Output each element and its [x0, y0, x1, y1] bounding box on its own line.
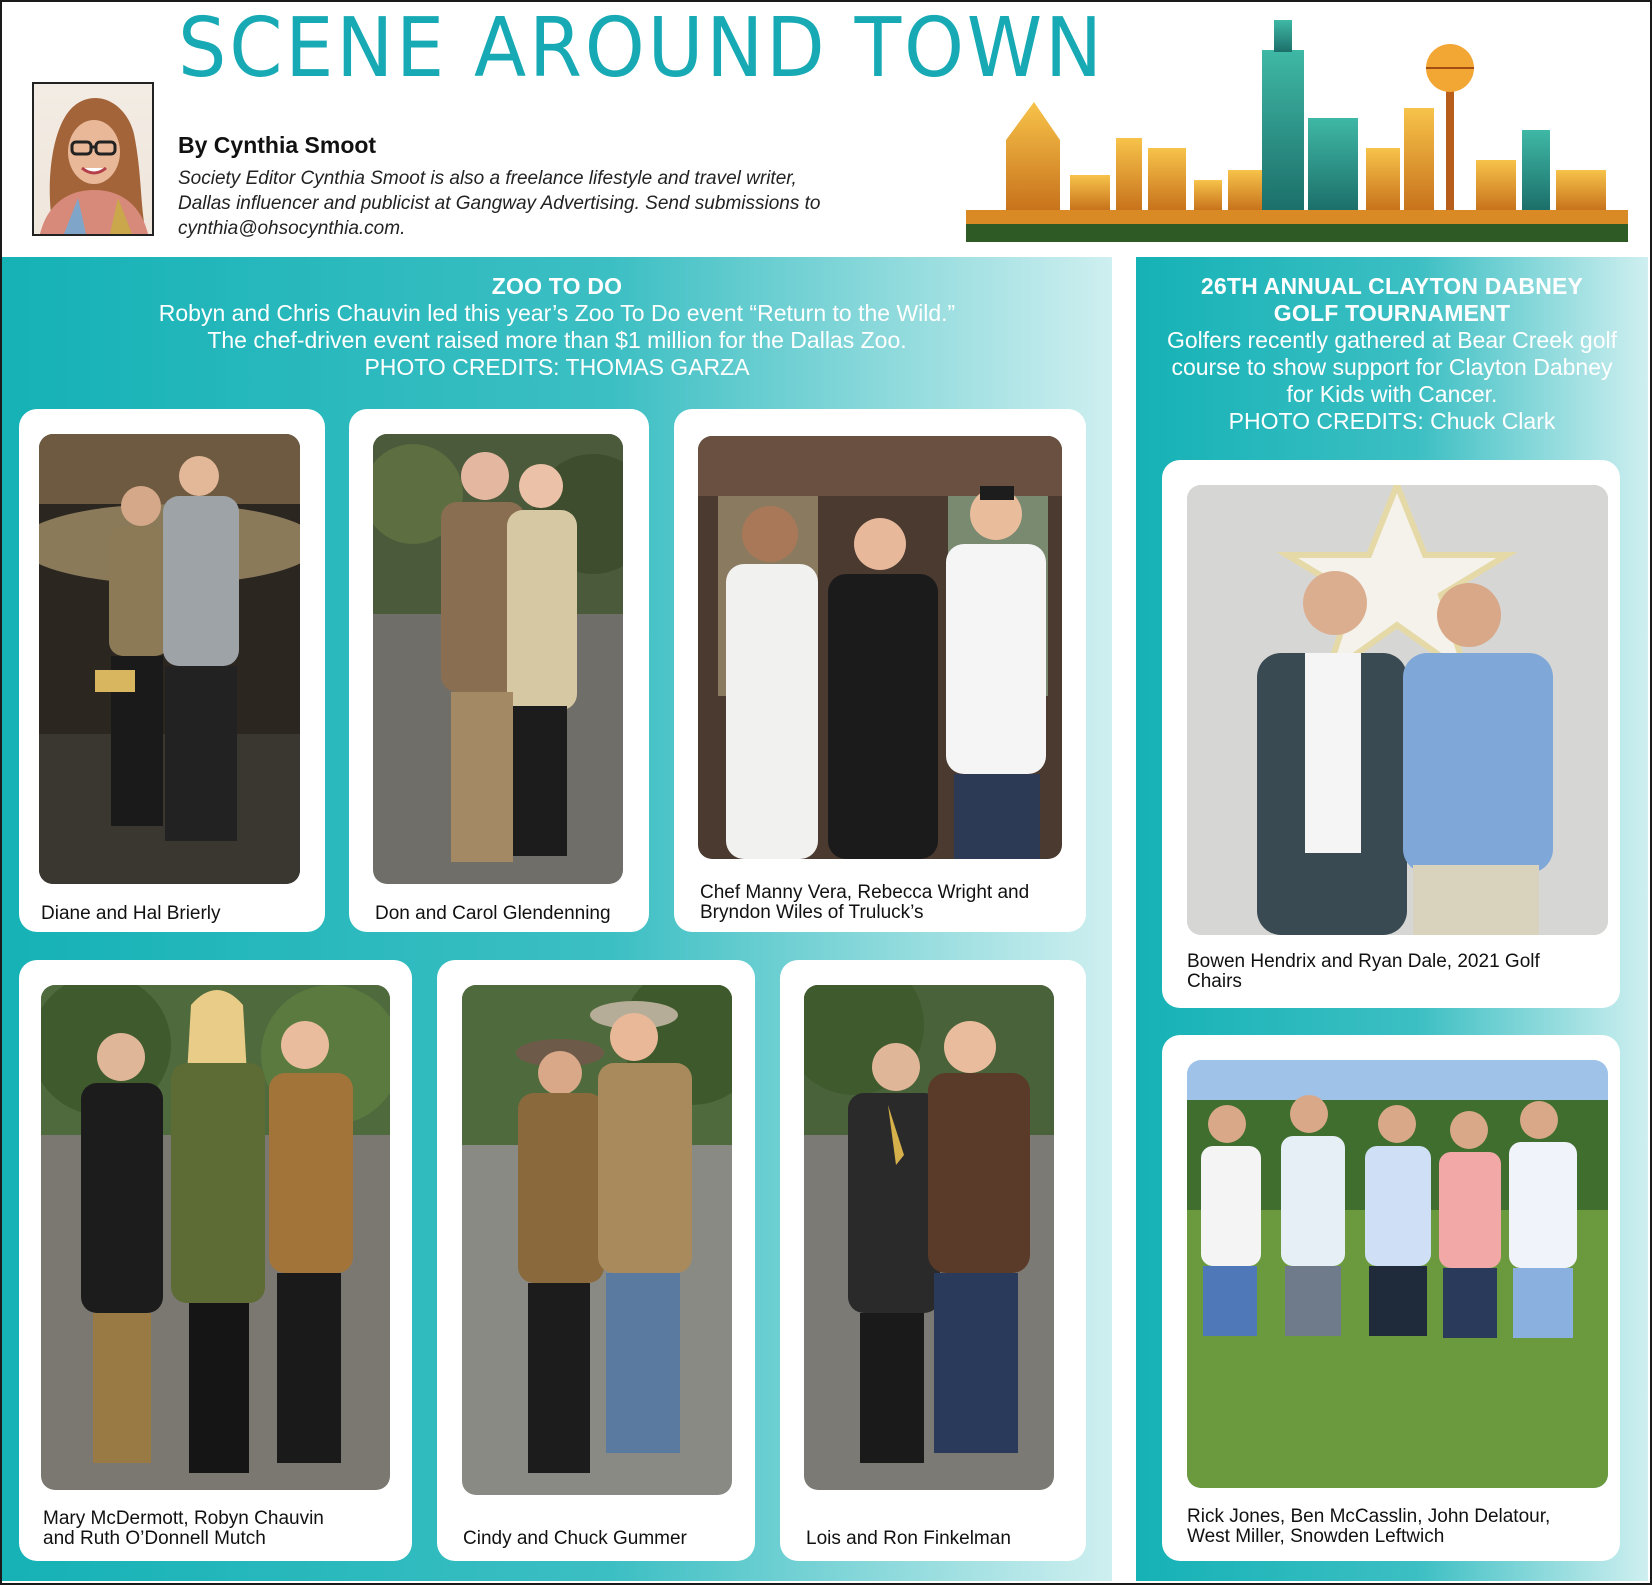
photo-trulucks [698, 436, 1062, 859]
photo-card-finkelman [780, 960, 1086, 1561]
zoo-photo-credit: PHOTO CREDITS: THOMAS GARZA [364, 354, 750, 380]
author-headshot [32, 82, 154, 236]
caption-glendenning: Don and Carol Glendenning [375, 903, 611, 924]
caption-gummer: Cindy and Chuck Gummer [463, 1528, 687, 1549]
dallas-skyline-illustration [966, 10, 1628, 242]
author-bio: Society Editor Cynthia Smoot is also a freelance lifestyle and travel writer, Dallas influencer and publicist at Gangway Advertising. Send submissions to cynthia@ohsocynthia.com. [178, 168, 821, 239]
caption-brierly: Diane and Hal Brierly [41, 903, 221, 924]
golf-title-line-1: 26TH ANNUAL CLAYTON DABNEY [1200, 273, 1584, 299]
photo-card-glendenning [349, 409, 649, 932]
page-title: SCENE AROUND TOWN [178, 1, 1105, 96]
caption-golfers-line-2: West Miller, Snowden Leftwich [1187, 1526, 1445, 1547]
caption-hendrix-line-2: Chairs [1187, 971, 1242, 992]
photo-golfers [1187, 1060, 1608, 1488]
photo-brierly [39, 434, 300, 884]
caption-golfers-line-1: Rick Jones, Ben McCasslin, John Delatour, [1187, 1506, 1551, 1527]
photo-card-gummer [437, 960, 755, 1561]
zoo-description-line-1: Robyn and Chris Chauvin led this year’s Zoo To Do event “Return to the Wild.” [158, 300, 956, 326]
zoo-heading-block [2, 273, 1112, 381]
photo-glendenning [373, 434, 623, 884]
caption-hendrix-line-1: Bowen Hendrix and Ryan Dale, 2021 Golf [1187, 951, 1540, 972]
golf-photo-credit: PHOTO CREDITS: Chuck Clark [1228, 408, 1556, 434]
golf-title-line-2: GOLF TOURNAMENT [1273, 300, 1511, 326]
photo-card-trulucks [674, 409, 1086, 932]
photo-hendrix-dale [1187, 485, 1608, 935]
golf-description-line-2: course to show support for Clayton Dabney [1171, 354, 1613, 380]
caption-finkelman: Lois and Ron Finkelman [806, 1528, 1011, 1549]
zoo-description-line-2: The chef-driven event raised more than $1 million for the Dallas Zoo. [207, 327, 907, 353]
photo-card-mcdermott-chauvin-mutch [19, 960, 412, 1561]
author-byline: By Cynthia Smoot [178, 132, 377, 158]
caption-trulucks-line-2: Bryndon Wiles of Truluck’s [700, 902, 924, 923]
golf-description-line-1: Golfers recently gathered at Bear Creek golf [1166, 327, 1617, 353]
zoo-title: ZOO TO DO [491, 273, 623, 299]
photo-card-golfers [1162, 1035, 1620, 1561]
photo-card-brierly [19, 409, 325, 932]
photo-card-hendrix-dale [1162, 460, 1620, 1008]
photo-gummer [462, 985, 732, 1495]
caption-trulucks-line-1: Chef Manny Vera, Rebecca Wright and [700, 882, 1030, 903]
caption-mcdermott-line-2: and Ruth O’Donnell Mutch [43, 1528, 266, 1549]
photo-mcdermott-chauvin-mutch [41, 985, 390, 1490]
golf-heading-block [1136, 273, 1648, 435]
column-divider [1112, 257, 1136, 1581]
photo-finkelman [804, 985, 1054, 1490]
caption-mcdermott-line-1: Mary McDermott, Robyn Chauvin [43, 1508, 324, 1529]
golf-description-line-3: for Kids with Cancer. [1286, 381, 1498, 407]
